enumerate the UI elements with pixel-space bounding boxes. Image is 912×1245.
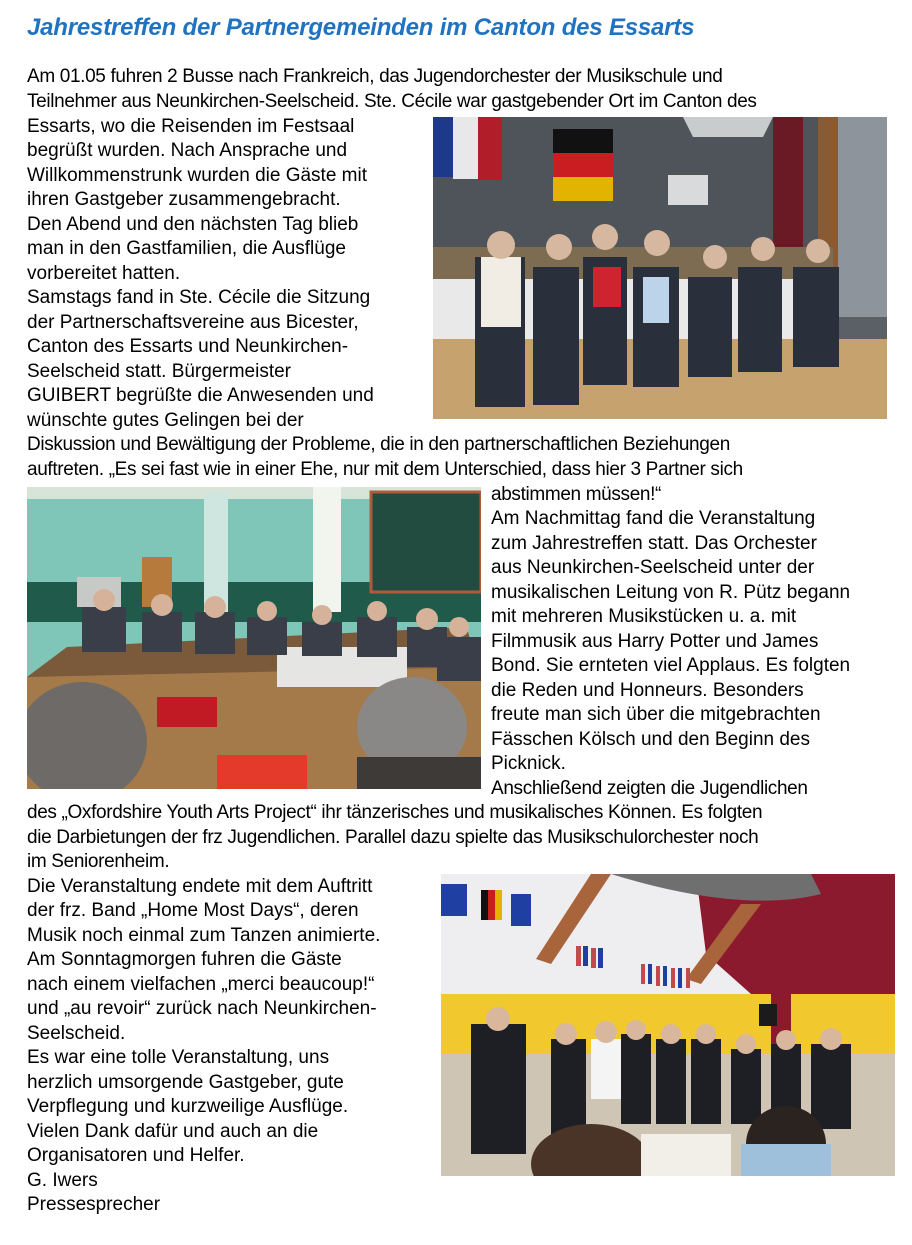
text-line: Samstags fand in Ste. Cécile die Sitzung	[27, 287, 371, 308]
text-line: Den Abend und den nächsten Tag blieb	[27, 214, 359, 235]
text-line: Filmmusik aus Harry Potter und James	[491, 631, 819, 652]
text-line: Am Nachmittag fand die Veranstaltung	[491, 508, 816, 529]
text-line: Willkommenstrunk wurden die Gäste mit	[27, 165, 367, 186]
text-line: herzlich umsorgende Gastgeber, gute	[27, 1072, 344, 1093]
text-line: Diskussion und Bewältigung der Probleme, die in den partnerschaftlichen Beziehungen	[27, 434, 730, 455]
text-line: man in den Gastfamilien, die Ausflüge	[27, 238, 346, 259]
text-line: des „Oxfordshire Youth Arts Project“ ihr tänzerisches und musikalisches Können. Es folgten	[27, 802, 763, 823]
text-line: Die Veranstaltung endete mit dem Auftritt	[27, 876, 373, 897]
text-line: Vielen Dank dafür und auch an die	[27, 1121, 319, 1142]
text-line: Fässchen Kölsch und den Beginn des	[491, 729, 810, 750]
text-line: und „au revoir“ zurück nach Neunkirchen-	[27, 998, 377, 1019]
text-line: zum Jahrestreffen statt. Das Orchester	[491, 533, 817, 554]
text-line: Seelscheid statt. Bürgermeister	[27, 361, 292, 382]
text-line: abstimmen müssen!“	[491, 484, 662, 505]
text-line: nach einem vielfachen „merci beaucoup!“	[27, 974, 375, 995]
text-line: die Reden und Honneurs. Besonders	[491, 680, 804, 701]
article-title: Jahrestreffen der Partnergemeinden im Canton des Essarts	[27, 14, 695, 41]
text-line: vorbereitet hatten.	[27, 263, 181, 284]
text-line: Anschließend zeigten die Jugendlichen	[491, 778, 808, 799]
text-line: ihren Gastgeber zusammengebracht.	[27, 189, 341, 210]
text-line: Essarts, wo die Reisenden im Festsaal	[27, 116, 355, 137]
text-line: mit mehreren Musikstücken u. a. mit	[491, 606, 797, 627]
text-line: wünschte gutes Gelingen bei der	[27, 410, 304, 431]
text-line: auftreten. „Es sei fast wie in einer Ehe, nur mit dem Unterschied, dass hier 3 Partner sich	[27, 459, 743, 480]
text-line: der frz. Band „Home Most Days“, deren	[27, 900, 359, 921]
text-line: begrüßt wurden. Nach Ansprache und	[27, 140, 348, 161]
text-line: Seelscheid.	[27, 1023, 126, 1044]
text-line: freute man sich über die mitgebrachten	[491, 704, 821, 725]
text-line: Teilnehmer aus Neunkirchen-Seelscheid. Ste. Cécile war gastgebender Ort im Canton des	[27, 91, 757, 112]
photo-orchestra	[441, 874, 895, 1176]
text-line: Organisatoren und Helfer.	[27, 1145, 245, 1166]
text-line: Pressesprecher	[27, 1194, 161, 1215]
photo-reception	[433, 117, 887, 419]
text-line: GUIBERT begrüßte die Anwesenden und	[27, 385, 374, 406]
text-line: Verpflegung und kurzweilige Ausflüge.	[27, 1096, 349, 1117]
text-line: Musik noch einmal zum Tanzen animierte.	[27, 925, 381, 946]
text-line: der Partnerschaftsvereine aus Bicester,	[27, 312, 359, 333]
photo-meeting	[27, 487, 481, 789]
text-line: Bond. Sie ernteten viel Applaus. Es folgten	[491, 655, 851, 676]
text-line: Picknick.	[491, 753, 566, 774]
text-line: im Seniorenheim.	[27, 851, 170, 872]
text-line: musikalischen Leitung von R. Pütz begann	[491, 582, 851, 603]
text-line: die Darbietungen der frz Jugendlichen. Parallel dazu spielte das Musikschulorchester noch	[27, 827, 759, 848]
text-line: aus Neunkirchen-Seelscheid unter der	[491, 557, 815, 578]
text-line: Am 01.05 fuhren 2 Busse nach Frankreich, das Jugendorchester der Musikschule und	[27, 66, 723, 87]
text-line: Es war eine tolle Veranstaltung, uns	[27, 1047, 330, 1068]
text-line: Am Sonntagmorgen fuhren die Gäste	[27, 949, 342, 970]
text-line: Canton des Essarts und Neunkirchen-	[27, 336, 349, 357]
text-line: G. Iwers	[27, 1170, 98, 1191]
